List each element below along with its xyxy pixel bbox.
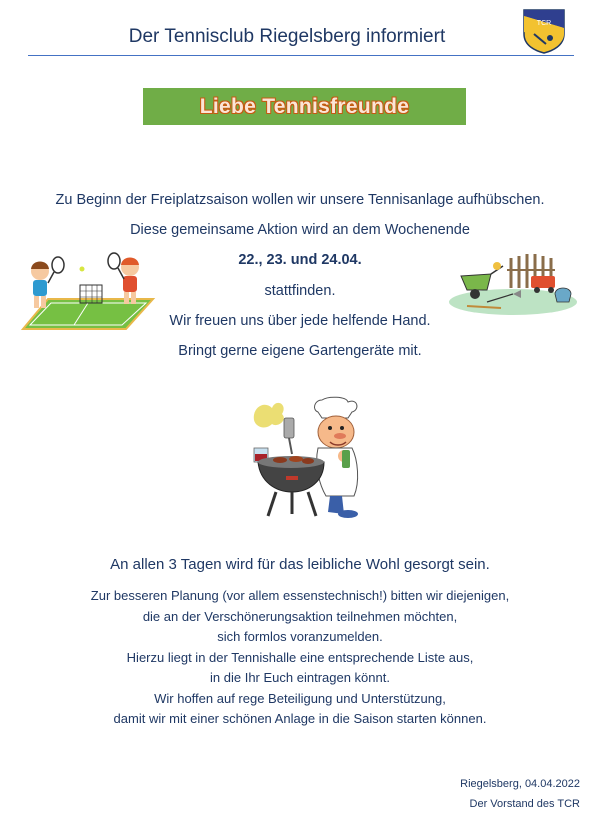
planning-line-2: die an der Verschönerungsaktion teilnehmen möchten, <box>142 609 458 624</box>
club-logo-text: TCR <box>536 20 552 27</box>
header-divider <box>28 55 574 56</box>
grill-chef-illustration <box>248 396 364 520</box>
intro-dates: 22., 23. und 24.04. <box>238 252 362 268</box>
planning-line-1: Zur besseren Planung (vor allem essenstechnisch!) bitten wir diejenigen, <box>90 588 510 603</box>
planning-line-3: sich formlos voranzumelden. <box>217 629 383 644</box>
intro-line-4: stattfinden. <box>264 283 336 299</box>
greeting-banner <box>143 88 466 125</box>
intro-line-2: Diese gemeinsame Aktion wird an dem Wochenende <box>130 222 470 238</box>
club-logo <box>522 8 566 54</box>
signature-date: Riegelsberg, 04.04.2022 <box>460 778 580 790</box>
intro-line-5: Wir freuen uns über jede helfende Hand. <box>169 313 431 329</box>
planning-line-7: damit wir mit einer schönen Anlage in die Saison starten können. <box>113 711 487 726</box>
catering-note: An allen 3 Tagen wird für das leibliche Wohl gesorgt sein. <box>110 556 490 573</box>
tennis-kids-illustration <box>18 247 158 337</box>
planning-line-6: Wir hoffen auf rege Beteiligung und Unterstützung, <box>154 691 446 706</box>
intro-line-6: Bringt gerne eigene Gartengeräte mit. <box>178 343 422 359</box>
greeting-banner-text: Liebe Tennisfreunde <box>199 94 410 118</box>
intro-line-1: Zu Beginn der Freiplatzsaison wollen wir unsere Tennisanlage aufhübschen. <box>55 192 545 208</box>
planning-line-5: in die Ihr Euch eintragen könnt. <box>210 670 390 685</box>
signature-board: Der Vorstand des TCR <box>469 798 580 810</box>
header-title: Der Tennisclub Riegelsberg informiert <box>128 26 446 47</box>
garden-tools-illustration <box>447 244 579 316</box>
planning-line-4: Hierzu liegt in der Tennishalle eine entsprechende Liste aus, <box>126 650 474 665</box>
